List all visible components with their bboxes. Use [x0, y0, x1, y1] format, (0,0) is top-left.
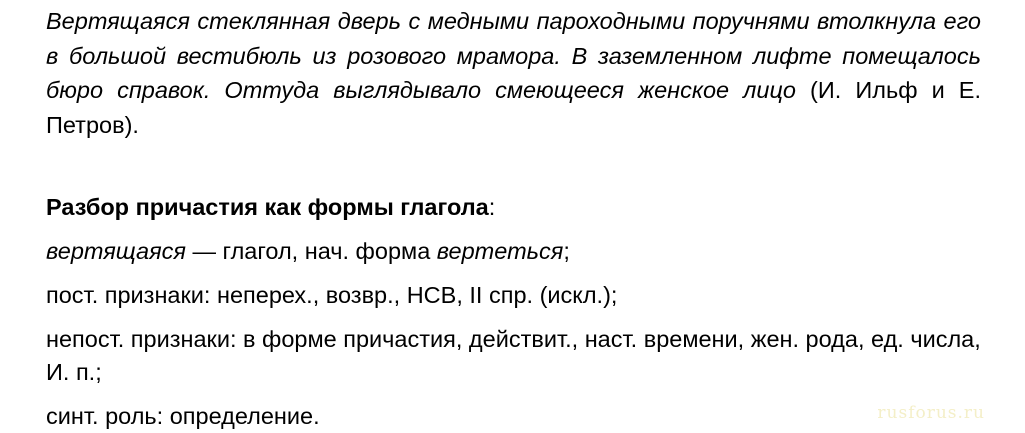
- analysis-line-syntax-role: синт. роль: определение.: [46, 403, 320, 429]
- quote-text: Вертящаяся стеклянная дверь с медными пароходными поручнями втолкнула его в большой вестибюль из розового мрамора. В заземленном лифте помещалось бюро справок. Оттуда выглядывало смеющееся женское лицо: [46, 8, 981, 103]
- analysis-line-variable-features: непост. признаки: в форме причастия, действит., наст. времени, жен. рода, ед. числа, И. п.;: [46, 326, 981, 385]
- analysis-heading-colon: :: [488, 194, 496, 220]
- analysis-line-initial-form: [46, 235, 981, 268]
- watermark: rusforus.ru: [877, 403, 985, 423]
- quote-paragraph: [46, 4, 981, 142]
- line-end-semicolon: ;: [563, 238, 570, 264]
- document-body: [46, 4, 981, 433]
- analysis-heading-text: Разбор причастия как формы глагола: [46, 194, 489, 220]
- infinitive-word: вертеться: [436, 238, 564, 264]
- initial-form-label: — глагол, нач. форма: [185, 238, 437, 264]
- analysis-line-constant-features: пост. признаки: неперех., возвр., НСВ, II спр. (искл.);: [46, 282, 618, 308]
- analysis-heading: [46, 190, 981, 224]
- quote-source: (И. Ильф и Е. Петров).: [46, 77, 981, 138]
- participle-word: вертящаяся: [46, 238, 186, 264]
